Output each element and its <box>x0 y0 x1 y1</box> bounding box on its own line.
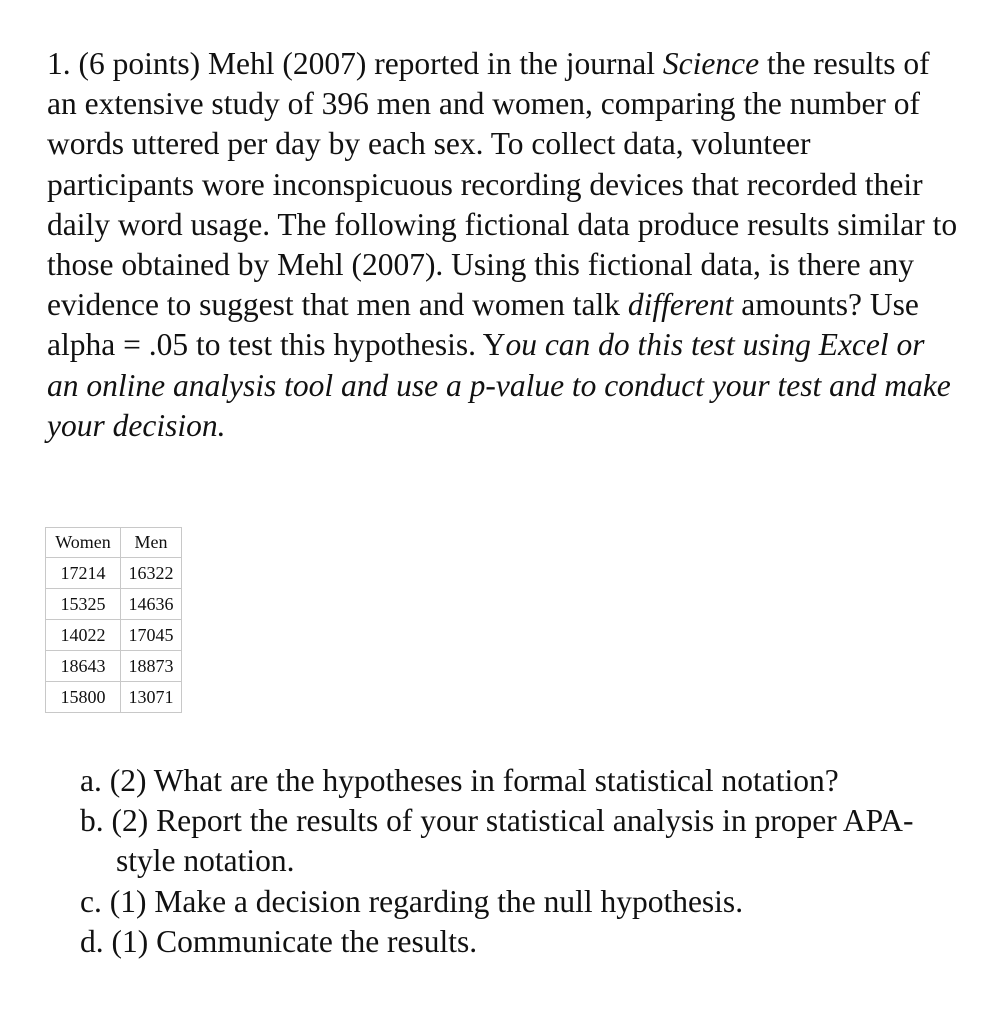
table-row <box>46 589 182 620</box>
subquestion-b: b. (2) Report the results of your statistical analysis in proper APA-style notation. <box>80 803 914 879</box>
subquestion-list <box>80 761 960 962</box>
table-row <box>46 651 182 682</box>
cell-men: 17045 <box>121 620 182 651</box>
subquestion-c: c. (1) Make a decision regarding the null hypothesis. <box>80 883 744 919</box>
question-part-1: 1. (6 points) Mehl (2007) reported in the journal <box>47 46 663 81</box>
cell-women: 18643 <box>46 651 121 682</box>
header-men: Men <box>121 528 182 558</box>
subquestion-d: d. (1) Communicate the results. <box>80 923 478 959</box>
cell-women: 15325 <box>46 589 121 620</box>
instruction-text: ou can do this test using Excel or an online analysis tool and use a p-value to conduct your test and make your decision. <box>47 327 951 443</box>
cell-women: 17214 <box>46 558 121 589</box>
emphasis-different: different <box>627 287 734 323</box>
cell-men: 16322 <box>121 558 182 589</box>
subquestion-a: a. (2) What are the hypotheses in formal statistical notation? <box>80 763 839 798</box>
table-row <box>46 620 182 651</box>
journal-name: Science <box>662 46 760 81</box>
question-text <box>47 44 962 446</box>
question-part-3: amounts? Use alpha = .05 to test this hypothesis. Y <box>47 287 919 363</box>
cell-women: 14022 <box>46 620 121 651</box>
cell-men: 13071 <box>121 682 182 713</box>
data-table <box>45 527 182 713</box>
table-row <box>46 558 182 589</box>
table-header-row <box>46 528 182 558</box>
cell-women: 15800 <box>46 682 121 713</box>
cell-men: 14636 <box>121 589 182 620</box>
cell-men: 18873 <box>121 651 182 682</box>
question-part-2: the results of an extensive study of 396 men and women, comparing the number of words uttered per day by each sex. To collect data, volunteer participants wore inconspicuous recording devices that recorded their daily word usage. The following fictional data produce results similar to those obtained by Mehl (2007). Using this fictional data, is there any evidence to suggest that men and women talk <box>47 46 958 323</box>
header-women: Women <box>46 528 121 558</box>
table-row <box>46 682 182 713</box>
